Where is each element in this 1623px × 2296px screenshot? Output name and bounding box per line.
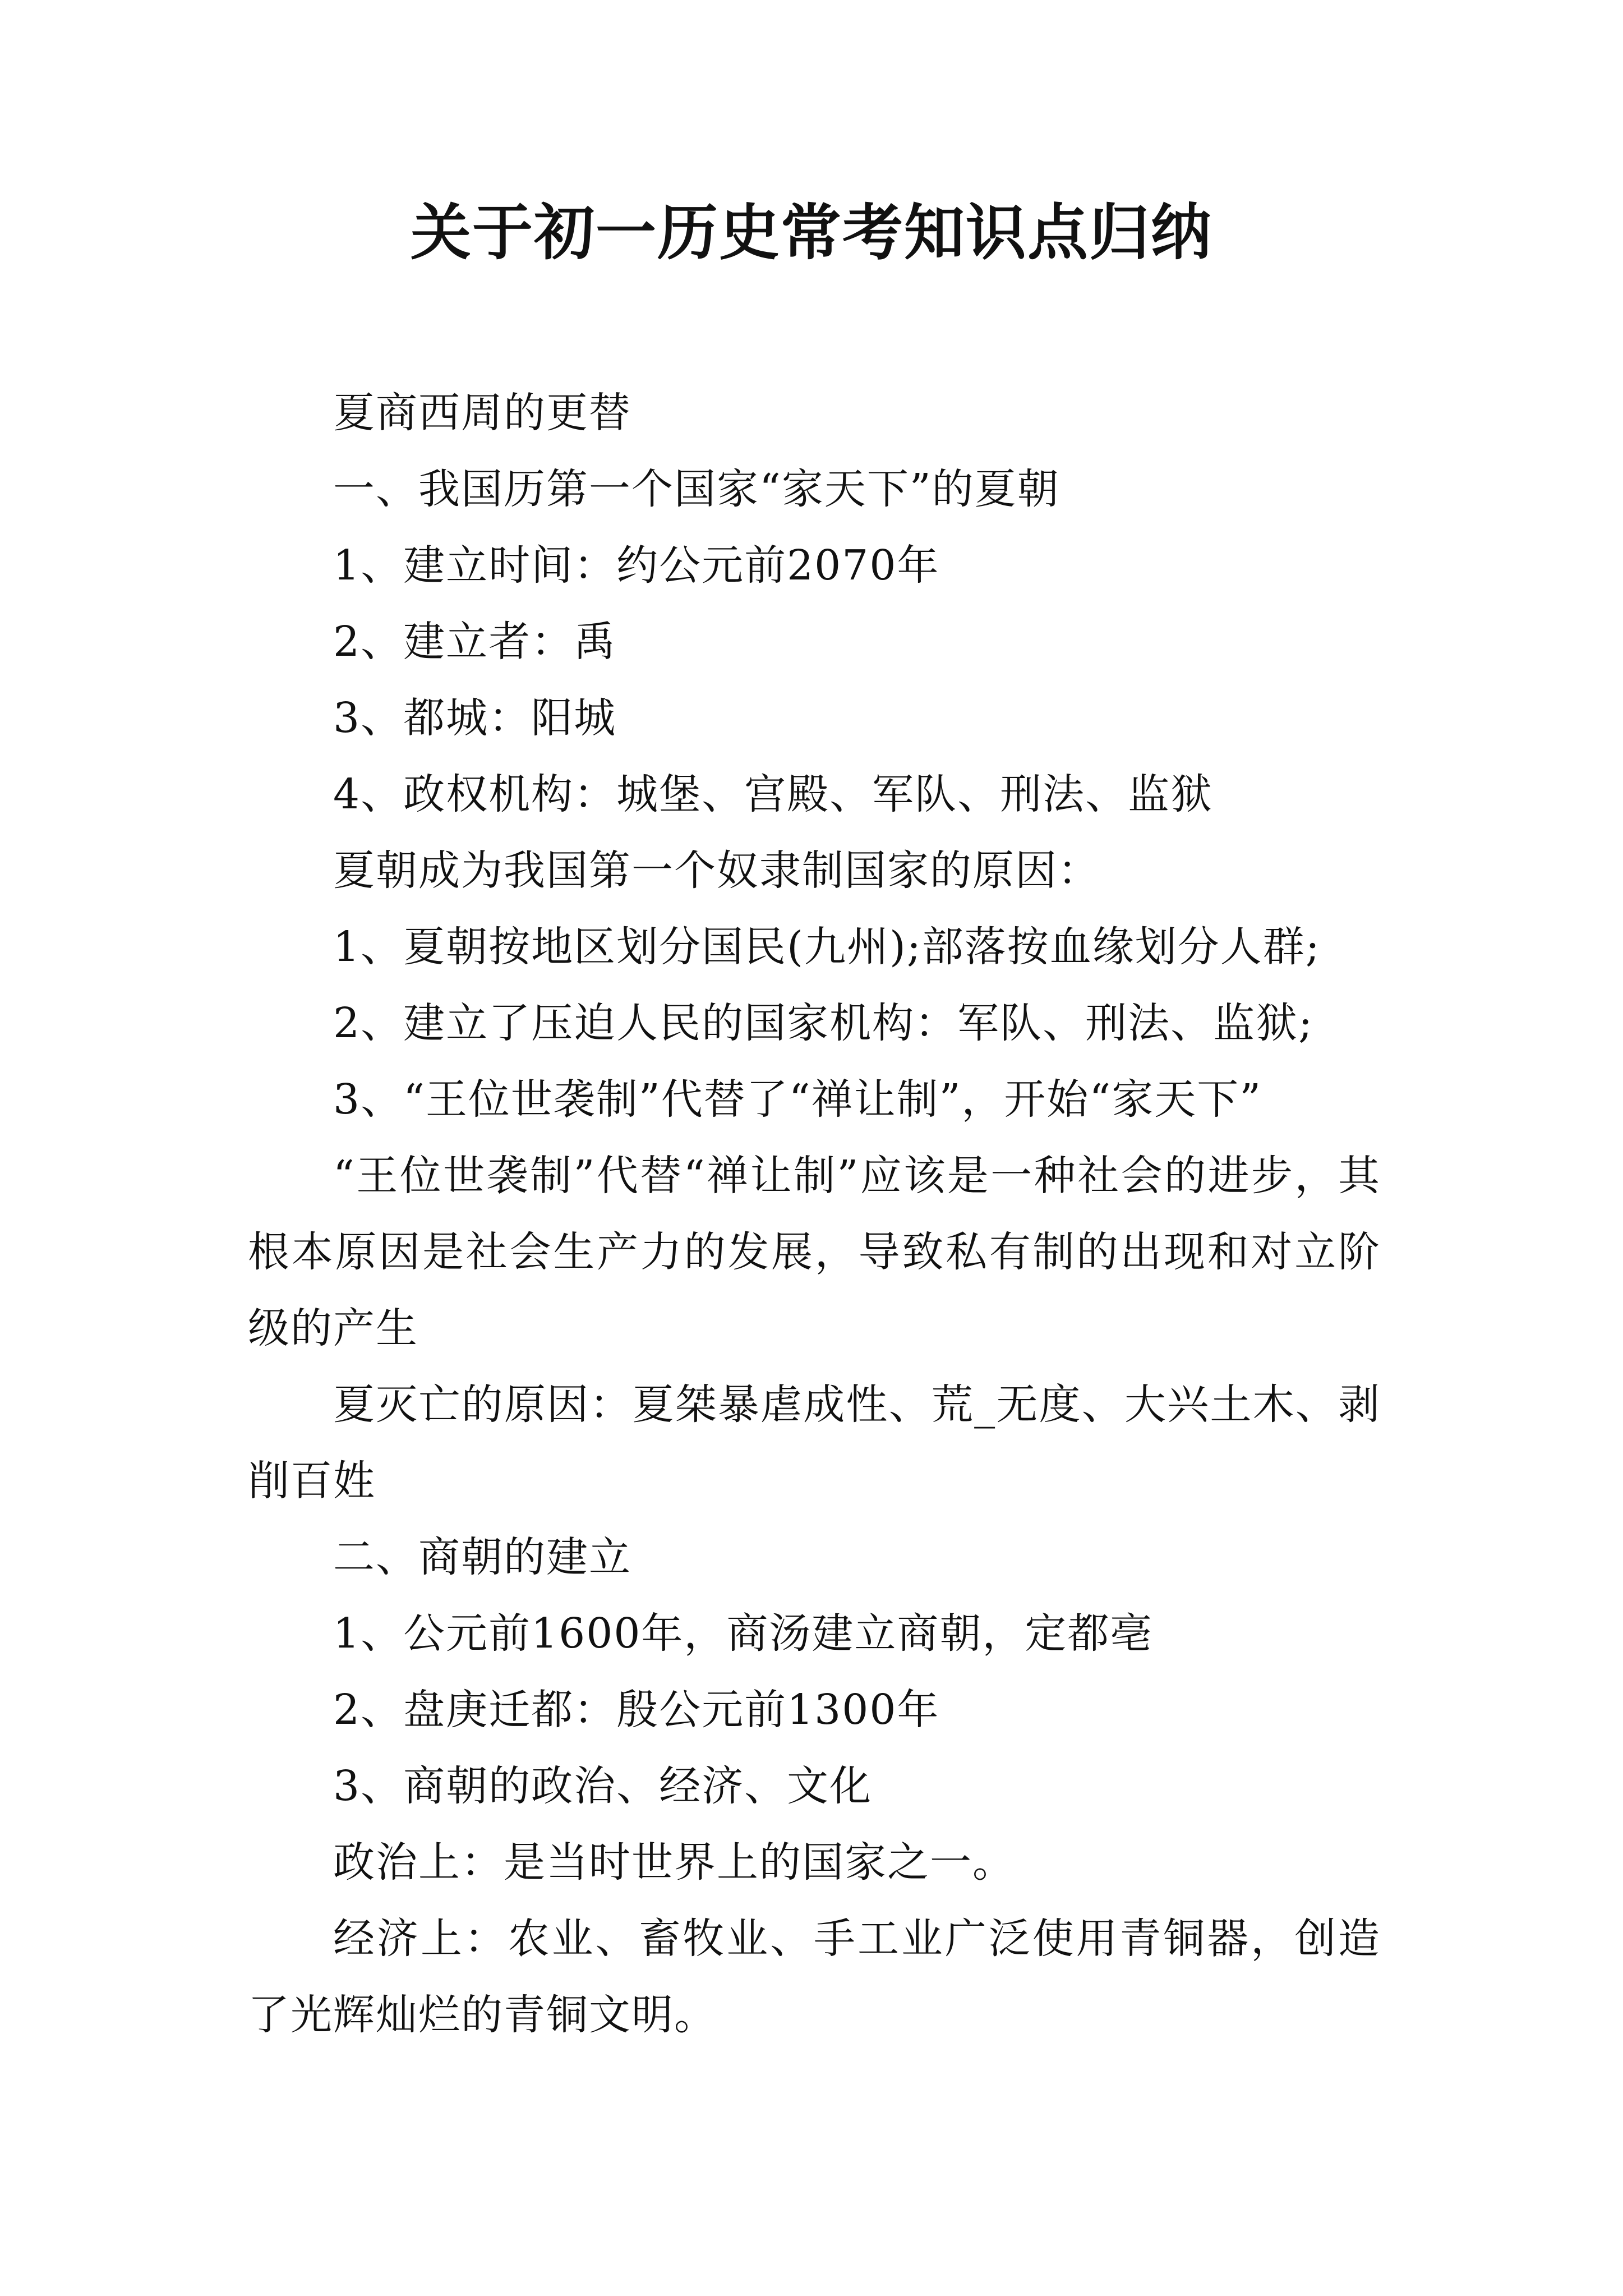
paragraph: 1、建立时间：约公元前2070年 bbox=[333, 541, 940, 590]
paragraph: 1、夏朝按地区划分国民(九州);部落按血缘划分人群; bbox=[333, 923, 1321, 971]
paragraph: 经济上：农业、畜牧业、手工业广泛使用青铜器，创造了光辉灿烂的青铜文明。 bbox=[248, 1915, 1381, 2039]
document-title: 关于初一历史常考知识点归纳 bbox=[410, 197, 1212, 268]
section-heading-xia-shang-zhou: 夏商西周的更替 bbox=[333, 389, 631, 437]
document-body bbox=[248, 375, 1381, 2053]
paragraph: 政治上：是当时世界上的国家之一。 bbox=[333, 1838, 1015, 1887]
paragraph: 3、“王位世袭制”代替了“禅让制”，开始“家天下” bbox=[333, 1075, 1262, 1124]
paragraph: 3、商朝的政治、经济、文化 bbox=[333, 1762, 873, 1810]
paragraph: 2、建立者：禹 bbox=[333, 618, 617, 666]
paragraph: 夏灭亡的原因：夏桀暴虐成性、荒_无度、大兴土木、剥削百姓 bbox=[248, 1381, 1381, 1505]
paragraph: 4、政权机构：城堡、宫殿、军队、刑法、监狱 bbox=[333, 770, 1214, 818]
paragraph: 3、都城：阳城 bbox=[333, 694, 617, 742]
paragraph: “王位世袭制”代替“禅让制”应该是一种社会的进步，其根本原因是社会生产力的发展，导致私有制的出现和对立阶级的产生 bbox=[248, 1152, 1381, 1352]
paragraph: 2、建立了压迫人民的国家机构：军队、刑法、监狱; bbox=[333, 999, 1314, 1047]
section-heading-shang-dynasty: 二、商朝的建立 bbox=[333, 1533, 631, 1581]
paragraph: 2、盘庚迁都：殷公元前1300年 bbox=[333, 1686, 940, 1734]
paragraph: 夏朝成为我国第一个奴隶制国家的原因： bbox=[333, 846, 1100, 895]
paragraph: 1、公元前1600年，商汤建立商朝，定都亳 bbox=[333, 1609, 1153, 1658]
section-heading-xia-dynasty: 一、我国历第一个国家“家天下”的夏朝 bbox=[333, 465, 1060, 513]
